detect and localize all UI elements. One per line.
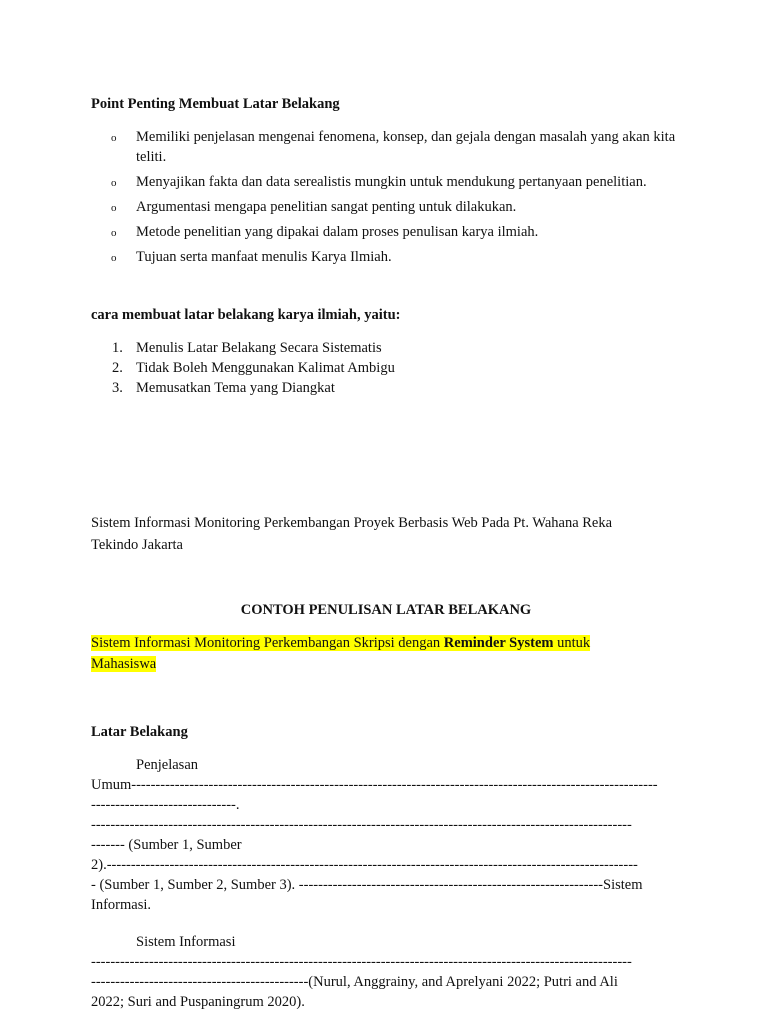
list-item	[91, 338, 681, 358]
bullet-marker: o	[111, 177, 117, 189]
paragraph-line: ----------------------------------------------------------------------------------------------------------------	[91, 817, 632, 833]
list-number: 1.	[112, 340, 123, 356]
list-item-text: Tujuan serta manfaat menulis Karya Ilmiah.	[136, 249, 392, 265]
list-item-text: Menulis Latar Belakang Secara Sistematis	[136, 340, 382, 356]
steps-list	[91, 338, 681, 398]
paragraph-2	[91, 932, 681, 1012]
example-title-text: Sistem Informasi Monitoring Perkembangan Skripsi dengan	[91, 635, 444, 651]
paragraph-1-label: Penjelasan	[136, 757, 199, 773]
list-item-text: Metode penelitian yang dipakai dalam proses penulisan karya ilmiah.	[136, 224, 539, 240]
key-points-list	[91, 127, 681, 272]
list-item-text: Memiliki penjelasan mengenai fenomena, konsep, dan gejala dengan masalah yang akan kita teliti.	[136, 129, 676, 165]
list-item	[91, 172, 681, 192]
example-heading: CONTOH PENULISAN LATAR BELAKANG	[240, 602, 532, 618]
section2-heading: cara membuat latar belakang karya ilmiah, yaitu:	[91, 307, 401, 323]
paragraph-line: Informasi.	[91, 897, 151, 913]
paragraph-line: ------- (Sumber 1, Sumber	[91, 837, 242, 853]
paragraph-line: ---------------------------------------------(Nurul, Anggrainy, and Aprelyani 2022; Putri and Ali	[91, 974, 618, 990]
bullet-marker: o	[111, 132, 117, 144]
example-title	[91, 633, 651, 675]
project-title: Sistem Informasi Monitoring Perkembangan Proyek Berbasis Web Pada Pt. Wahana Reka Tekindo Jakarta	[91, 515, 613, 553]
list-item-text: Menyajikan fakta dan data serealistis mungkin untuk mendukung pertanyaan penelitian.	[136, 174, 647, 190]
list-item	[91, 247, 681, 267]
section1-heading: Point Penting Membuat Latar Belakang	[91, 96, 340, 112]
list-item	[91, 378, 681, 398]
paragraph-line: Umum-------------------------------------------------------------------------------------------------------------	[91, 777, 658, 793]
list-item	[91, 358, 681, 378]
list-item-text: Argumentasi mengapa penelitian sangat penting untuk dilakukan.	[136, 199, 517, 215]
paragraph-line: ------------------------------.	[91, 797, 240, 813]
bullet-marker: o	[111, 252, 117, 264]
list-item	[91, 127, 681, 167]
example-title-bold: Reminder System	[443, 635, 554, 651]
paragraph-line: 2022; Suri and Puspaningrum 2020).	[91, 994, 305, 1010]
paragraph-1	[91, 755, 681, 915]
example-title-text-end: untuk Mahasiswa	[91, 635, 591, 672]
list-item-text: Memusatkan Tema yang Diangkat	[136, 380, 335, 396]
list-item-text: Tidak Boleh Menggunakan Kalimat Ambigu	[136, 360, 395, 376]
paragraph-line: 2).--------------------------------------------------------------------------------------------------------------	[91, 857, 638, 873]
paragraph-line: ----------------------------------------------------------------------------------------------------------------	[91, 954, 632, 970]
list-number: 3.	[112, 380, 123, 396]
list-item	[91, 197, 681, 217]
bullet-marker: o	[111, 202, 117, 214]
latar-heading: Latar Belakang	[91, 724, 188, 740]
paragraph-2-label: Sistem Informasi	[136, 934, 236, 950]
bullet-marker: o	[111, 227, 117, 239]
paragraph-line: - (Sumber 1, Sumber 2, Sumber 3). ---------------------------------------------------------------Sistem	[91, 877, 643, 893]
list-item	[91, 222, 681, 242]
list-number: 2.	[112, 360, 123, 376]
